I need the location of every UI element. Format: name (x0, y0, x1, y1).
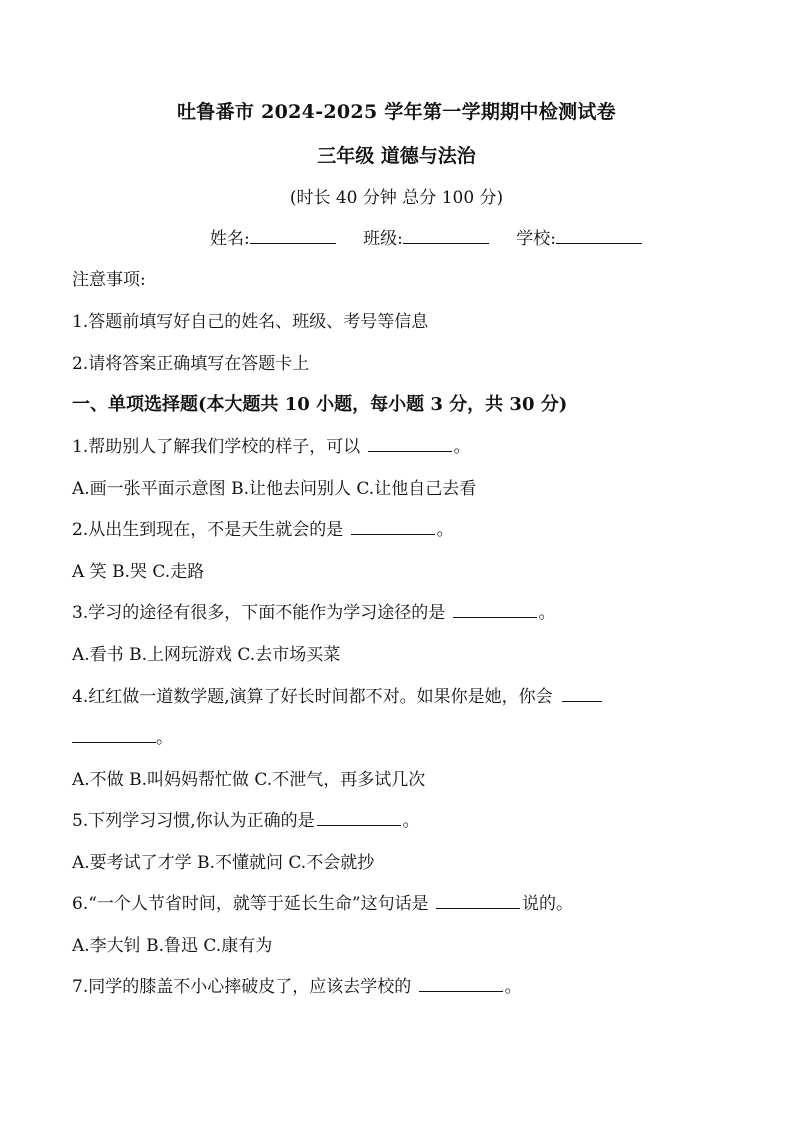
question-5-end: 。 (402, 811, 420, 831)
exam-duration: (时长 40 分钟 总分 100 分) (289, 188, 504, 208)
question-1-text: 1.帮助别人了解我们学校的样子，可以 (72, 437, 366, 457)
school-field (516, 224, 642, 249)
question-3-options: A.看书 B.上网玩游戏 C.去市场买菜 (72, 645, 341, 665)
question-7 (72, 972, 522, 997)
question-3-end: 。 (538, 603, 556, 623)
question-5-blank (317, 810, 401, 826)
question-5-text: 5.下列学习习惯,你认为正确的是 (72, 811, 315, 831)
question-4 (72, 682, 602, 707)
question-7-text: 7.同学的膝盖不小心摔破皮了，应该去学校的 (72, 977, 417, 997)
question-2 (72, 515, 454, 540)
notes-heading: 注意事项: (72, 270, 146, 290)
name-label: 姓名: (210, 229, 250, 249)
question-5 (72, 806, 420, 831)
question-6-text: 6.“一个人节省时间，就等于延长生命”这句话是 (72, 894, 435, 914)
exam-subtitle: 三年级 道德与法治 (317, 145, 476, 167)
question-7-end: 。 (504, 977, 522, 997)
question-4-end: 。 (156, 728, 173, 748)
section-1-heading: 一、单项选择题(本大题共 10 小题，每小题 3 分，共 30 分) (72, 394, 568, 415)
question-1-options: A.画一张平面示意图 B.让他去问别人 C.让他自己去看 (72, 479, 477, 499)
question-4-options: A.不做 B.叫妈妈帮忙做 C.不泄气，再多试几次 (72, 770, 426, 790)
name-field (210, 224, 336, 249)
note-item-2: 2.请将答案正确填写在答题卡上 (72, 354, 310, 374)
exam-title: 吐鲁番市 2024-2025 学年第一学期期中检测试卷 (177, 101, 616, 123)
question-2-end: 。 (436, 520, 454, 540)
question-3 (72, 598, 556, 623)
question-7-blank (419, 976, 503, 992)
question-2-text: 2.从出生到现在，不是天生就会的是 (72, 520, 349, 540)
question-4-blank-part1 (562, 686, 602, 702)
question-3-text: 3.学习的途径有很多，下面不能作为学习途径的是 (72, 603, 451, 623)
question-6-options: A.李大钊 B.鲁迅 C.康有为 (72, 936, 273, 956)
class-label: 班级: (363, 229, 403, 249)
question-1 (72, 432, 471, 457)
question-6-end: 说的。 (522, 894, 574, 914)
question-4-continuation (72, 723, 173, 748)
question-1-end: 。 (453, 437, 471, 457)
question-4-text: 4.红红做一道数学题,演算了好长时间都不对。如果你是她，你会 (72, 687, 559, 707)
class-blank (403, 228, 489, 244)
question-6-blank (436, 893, 520, 909)
question-5-options: A.要考试了才学 B.不懂就问 C.不会就抄 (72, 853, 375, 873)
question-6 (72, 889, 573, 914)
class-field (363, 224, 489, 249)
school-label: 学校: (516, 229, 557, 249)
question-4-blank-part2 (72, 727, 156, 743)
question-3-blank (453, 602, 537, 618)
question-2-options: A 笑 B.哭 C.走路 (72, 562, 205, 582)
question-2-blank (351, 519, 435, 535)
question-1-blank (368, 436, 452, 452)
school-blank (556, 228, 642, 244)
note-item-1: 1.答题前填写好自己的姓名、班级、考号等信息 (72, 312, 429, 332)
student-info-row (210, 224, 664, 249)
name-blank (250, 228, 336, 244)
